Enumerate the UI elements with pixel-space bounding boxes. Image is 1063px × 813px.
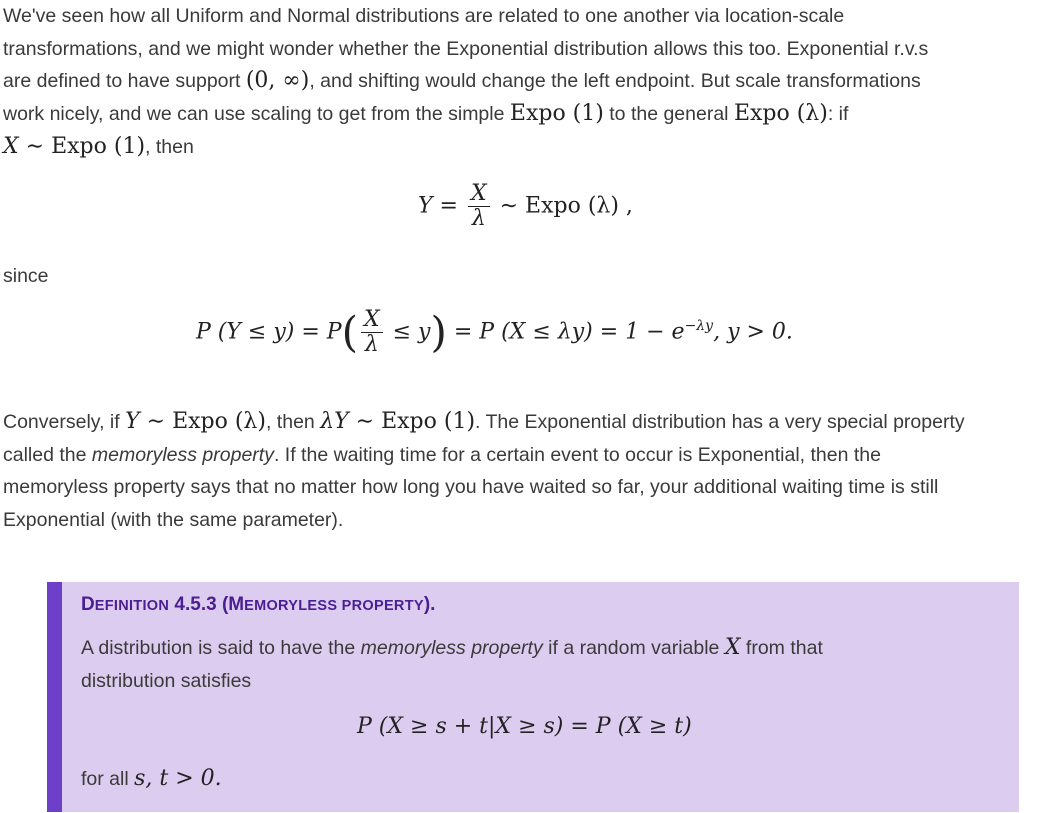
intro-line-5: X ∼ Expo (1), then: [3, 133, 194, 159]
definition-label: DEFINITION: [81, 594, 170, 615]
support-math: (0, ∞): [245, 68, 310, 94]
expo1-math: Expo (1): [509, 101, 604, 127]
intro-line-2: transformations, and we might wonder whether the Exponential distribution allows this too. Exponential r.v.s: [3, 37, 929, 60]
equation-cdf: P (Y ≤ y) = P( $\frac{X}{\lambda}$ ≤ y) = P $(X \le \lambda y) = 1 - e^{-\lambda y}$, y > 0.: [196, 307, 793, 357]
definition-number: 4.5.3: [174, 594, 217, 615]
intro-paragraph: [3, 0, 1061, 164]
intro-line-4: work nicely, and we can use scaling to get from the simple Expo (1) to the general Expo (λ): if: [3, 101, 849, 127]
intro-line-1: We've seen how all Uniform and Normal distributions are related to one another via location-scale: [3, 5, 845, 27]
conversely-paragraph: [3, 406, 1061, 537]
fraction-x-over-lambda: $\frac{X}{\lambda}$: [468, 182, 490, 231]
conv-line-3: memoryless property says that no matter how long you have waited so far, your additional waiting time is still: [3, 476, 939, 499]
fraction-x-over-lambda-2: $\frac{X}{\lambda}$: [361, 308, 383, 357]
conv-line-4: Exponential (with the same parameter).: [3, 509, 344, 532]
intro-line-3: are defined to have support (0, ∞), and shifting would change the left endpoint. But scale transformations: [3, 68, 921, 94]
conv-line-1: Conversely, if Y ∼ Expo (λ), then λY ∼ Expo (1). The Exponential distribution has a very special property: [3, 409, 965, 434]
definition-box: [47, 582, 1019, 812]
x-math: X: [3, 133, 19, 159]
equation-scaling: Y = $\frac{X}{\lambda}$ ∼ Expo (λ) ,: [418, 181, 633, 231]
definition-text: A distribution is said to have the memoryless property if a random variable X from that distribution satisfies: [81, 635, 823, 692]
definition-name: (MEMORYLESS PROPERTY).: [221, 594, 436, 615]
memoryless-equation: P (X ≥ s + t|X ≥ s) = P (X ≥ t): [357, 714, 692, 739]
conv-line-2: called the memoryless property. If the waiting time for a certain event to occur is Exponential, then the: [3, 443, 881, 466]
expo-lambda-math: Expo (λ): [733, 101, 828, 127]
since-text: since: [3, 265, 49, 287]
definition-footer: for all s, t > 0.: [81, 766, 222, 791]
definition-title: [81, 594, 435, 616]
